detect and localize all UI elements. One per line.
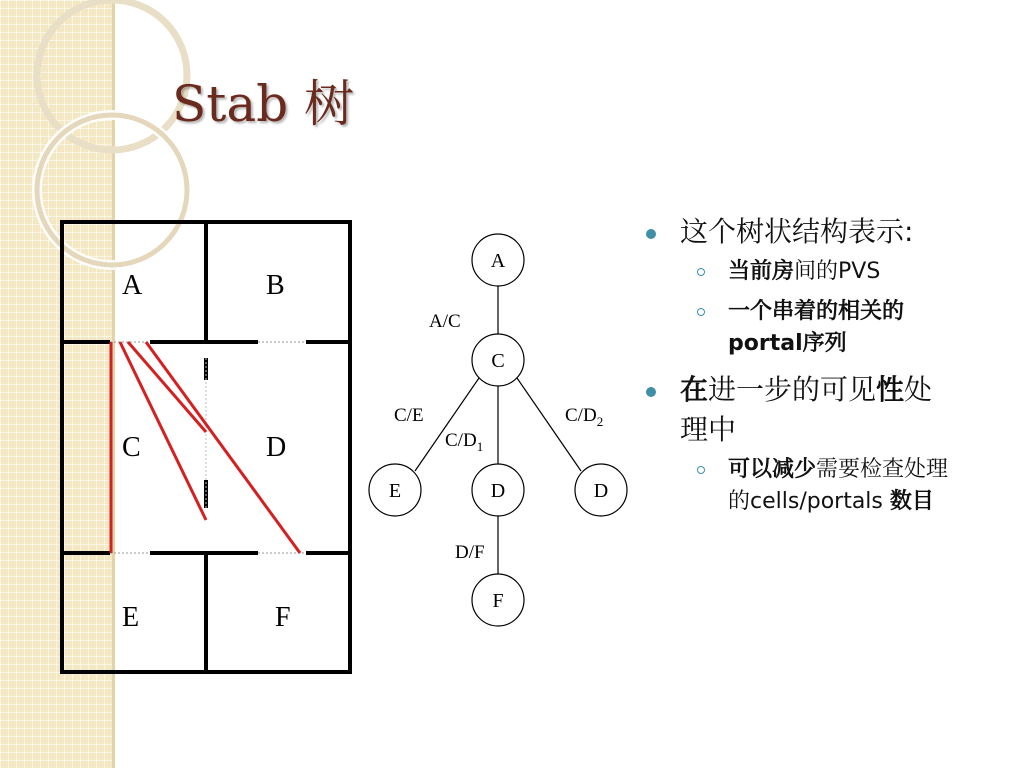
room-label-e: E <box>122 602 140 633</box>
bullet-dot-icon <box>646 229 656 239</box>
tree-edge-label-cd2: $C/D_2$ <box>565 405 604 429</box>
room-label-c: C <box>122 432 141 463</box>
sub-bullet-item-1-2 <box>640 296 960 360</box>
tree-edge-label-ce: C/E <box>394 405 424 426</box>
sub-bullet-1-1-bold: 当前房 <box>728 259 795 284</box>
room-label-f: F <box>275 602 291 633</box>
room-label-d: D <box>266 432 287 463</box>
sub-bullet-2-1-text: 需要检查处理的cells/portals <box>728 457 949 514</box>
bullet-2-text2: 处理中 <box>680 373 933 446</box>
bullet-list <box>640 212 960 526</box>
sub-bullet-ring-icon <box>697 466 705 474</box>
bullet-2-bold2: 性 <box>876 373 905 406</box>
bullet-1-text: 这个树状结构表示: <box>680 215 914 248</box>
sub-bullet-item-2-1 <box>640 454 960 518</box>
sub-bullet-1-1-text: 间的PVS <box>794 259 881 284</box>
sub-bullet-item-1-1 <box>640 256 960 288</box>
tree-node-label-a: A <box>490 250 506 272</box>
tree-edge-ce <box>415 378 479 471</box>
tree-node-label-e: E <box>388 480 402 502</box>
tree-node-label-c: C <box>491 350 505 372</box>
room-label-a: A <box>122 270 143 301</box>
tree-edge-label-ac: A/C <box>429 311 461 332</box>
tree-node-label-d1: D <box>490 480 506 502</box>
tree-edge-label-df: D/F <box>455 542 485 563</box>
sub-bullet-ring-icon <box>697 268 705 276</box>
bullet-item-1 <box>640 212 960 252</box>
bullet-dot-icon <box>646 387 656 397</box>
sub-bullet-ring-icon <box>697 308 705 316</box>
slide-title: Stab 树 <box>172 75 355 133</box>
tree-edge-label-cd1: $C/D_1$ <box>445 430 484 454</box>
tree-node-label-d2: D <box>593 480 609 502</box>
sub-bullet-1-2-bold: 一个串着的相关的portal序列 <box>728 299 905 356</box>
room-label-b: B <box>266 270 285 301</box>
bullet-item-2 <box>640 370 960 450</box>
sub-bullet-2-1-bold: 可以减少 <box>728 457 817 482</box>
bullet-2-text: 进一步的可见 <box>708 373 877 406</box>
sub-bullet-2-1-bold2: 数目 <box>889 489 934 514</box>
bullet-2-bold: 在 <box>680 373 709 406</box>
tree-node-label-f: F <box>492 590 504 612</box>
